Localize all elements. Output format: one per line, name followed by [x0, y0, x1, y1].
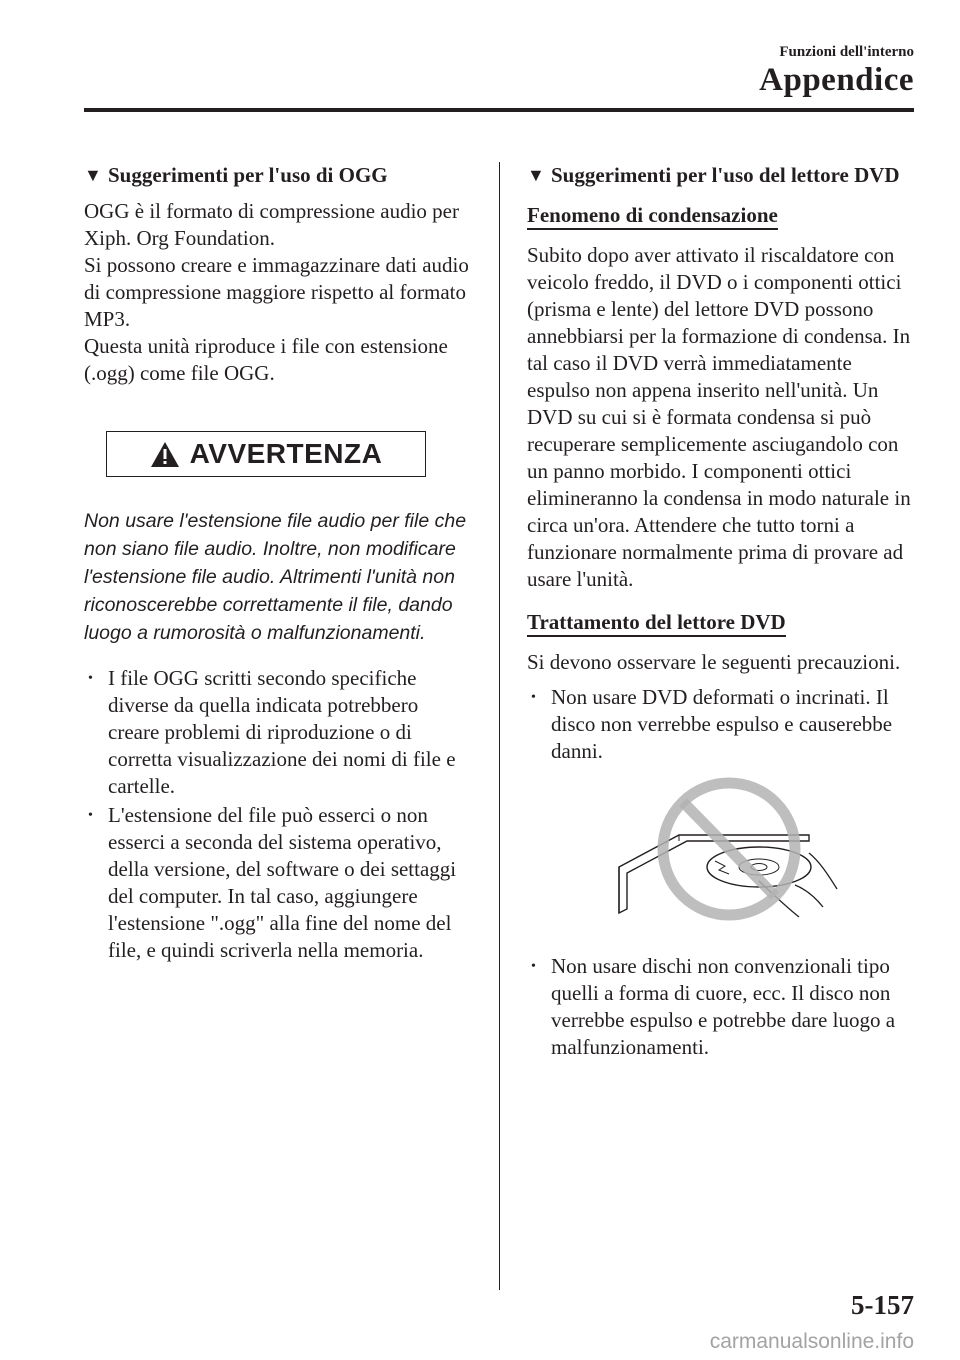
list-item	[84, 665, 474, 800]
ogg-paragraph-3: Questa unità riproduce i file con estensione (.ogg) come file OGG.	[84, 334, 448, 385]
bullet-icon: •	[531, 959, 536, 974]
ogg-paragraph-1: OGG è il formato di compressione audio per Xiph. Org Foundation.	[84, 199, 459, 250]
header-section-label: Funzioni dell'interno	[779, 44, 914, 60]
list-item-text: Non usare dischi non convenzionali tipo quelli a forma di cuore, ecc. Il disco non verrebbe espulso e potrebbe dare luogo a malfunzionamenti.	[551, 954, 896, 1059]
list-item	[527, 953, 917, 1061]
warning-icon	[150, 441, 180, 468]
column-divider	[499, 162, 500, 1290]
bullet-icon: •	[531, 690, 536, 705]
warning-title: AVVERTENZA	[189, 438, 383, 469]
ogg-section-heading	[84, 162, 474, 188]
triangle-down-icon: ▼	[527, 165, 545, 185]
dvd-handling-subheading: Trattamento del lettore DVD	[527, 609, 786, 637]
condensation-subheading: Fenomeno di condensazione	[527, 202, 778, 230]
list-item-text: L'estensione del file può esserci o non esserci a seconda del sistema operativo, della versione, del software o dei settaggi del computer. In tal caso, aggiungere l'estensione ".ogg" alla fine del nome del file, e quindi scriverla nella memoria.	[108, 803, 457, 962]
watermark-text: carmanualsonline.info	[709, 1330, 914, 1353]
ogg-paragraph-2: Si possono creare e immagazzinare dati audio di compressione maggiore rispetto al formato MP3.	[84, 253, 469, 331]
condensation-paragraph: Subito dopo aver attivato il riscaldatore con veicolo freddo, il DVD o i componenti ottici (prisma e lente) del lettore DVD possono annebbiarsi per la formazione di condensa. In tal caso il DVD verrà immediatamente espulso non appena inserito nell'unità. Un DVD su cui si è formata condensa si può recuperare semplicemente asciugandolo con un panno morbido. I componenti ottici elimineranno la condensa in modo naturale in circa un'ora. Attendere che tutto torni a funzionare normalmente prima di provare ad usare l'unità.	[527, 243, 911, 591]
list-item-text: Non usare DVD deformati o incrinati. Il disco non verrebbe espulso e causerebbe danni.	[551, 685, 893, 763]
precautions-paragraph: Si devono osservare le seguenti precauzioni.	[527, 650, 901, 674]
left-column	[84, 162, 474, 966]
page-title: Appendice	[759, 62, 914, 98]
triangle-down-icon: ▼	[84, 165, 102, 185]
prohibited-disc-illustration	[527, 777, 917, 937]
dvd-section-heading	[527, 162, 917, 188]
page-number: 5-157	[851, 1290, 914, 1320]
ogg-heading-text: Suggerimenti per l'uso di OGG	[108, 163, 388, 187]
warning-text: Non usare l'estensione file audio per file che non siano file audio. Inoltre, non modificare l'estensione file audio. Altrimenti l'unità non riconoscerebbe correttamente il file, dando luogo a rumorosità o malfunzionamenti.	[84, 510, 467, 644]
list-item-text: I file OGG scritti secondo specifiche diverse da quella indicata potrebbero creare problemi di riproduzione o di corretta visualizzazione dei nomi di file e cartelle.	[108, 666, 456, 798]
header-rule	[84, 108, 914, 112]
bullet-icon: •	[88, 808, 93, 823]
dvd-heading-text: Suggerimenti per l'uso del lettore DVD	[551, 163, 900, 187]
list-item	[84, 802, 474, 964]
right-column	[527, 162, 917, 1063]
bullet-icon: •	[88, 671, 93, 686]
no-damaged-disc-icon	[609, 777, 849, 937]
warning-box	[106, 431, 426, 477]
list-item	[527, 684, 917, 765]
